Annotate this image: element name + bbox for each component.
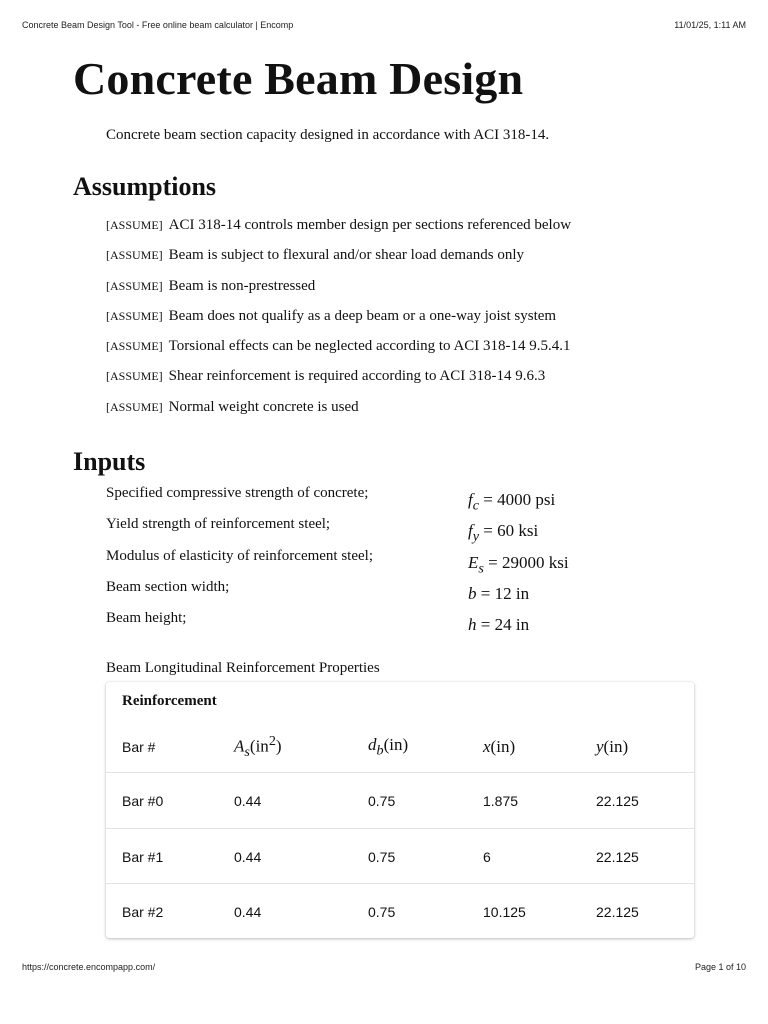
intro-text: Concrete beam section capacity designed in accordance with ACI 318-14. xyxy=(106,127,550,143)
table-row xyxy=(106,772,694,828)
cell-y: 22.125 xyxy=(596,903,639,920)
input-symbol: h xyxy=(468,615,477,635)
header-y: y(in) xyxy=(596,737,629,756)
print-footer xyxy=(22,962,746,972)
assumption-item xyxy=(106,276,571,306)
input-formula: $E_s = 29000$ ksi xyxy=(468,552,569,576)
table-title: Reinforcement xyxy=(122,693,217,709)
table-row xyxy=(106,883,694,939)
page-url[interactable]: https://concrete.encompapp.com/ xyxy=(22,962,156,972)
input-label: Specified compressive strength of concrete; xyxy=(106,485,369,501)
input-symbol: E xyxy=(468,552,479,572)
cell-y: 22.125 xyxy=(596,792,639,809)
table-row xyxy=(106,828,694,884)
assumption-text: ACI 318-14 controls member design per sections referenced below xyxy=(168,217,572,233)
assumptions-list xyxy=(106,215,571,427)
input-subscript: y xyxy=(472,528,480,545)
assumption-text: Beam is subject to flexural and/or shear load demands only xyxy=(168,247,524,264)
input-value: 60 xyxy=(497,521,515,541)
input-formula: $f_y = 60$ ksi xyxy=(468,521,539,545)
table-header-row xyxy=(106,722,694,772)
assumption-item xyxy=(106,306,571,336)
input-subscript: s xyxy=(478,559,484,576)
input-symbol: f xyxy=(468,521,473,541)
inputs-heading: Inputs xyxy=(73,447,146,476)
assumption-text: Torsional effects can be neglected according to ACI 318-14 9.5.4.1 xyxy=(168,338,571,355)
assumption-item xyxy=(106,215,571,245)
assumptions-heading: Assumptions xyxy=(73,172,217,201)
input-row xyxy=(106,579,626,610)
input-label: Beam section width; xyxy=(106,578,230,595)
assume-tag: [ASSUME] xyxy=(106,369,163,384)
input-unit: ksi xyxy=(518,521,539,541)
input-value: 29000 xyxy=(502,552,545,572)
cell-bar: Bar #1 xyxy=(122,848,164,865)
input-row xyxy=(106,610,626,641)
assumption-item xyxy=(106,336,571,366)
cell-area: 0.44 xyxy=(234,792,262,809)
input-unit: psi xyxy=(535,490,556,509)
input-value: 4000 xyxy=(497,490,532,509)
assume-tag: [ASSUME] xyxy=(106,339,163,354)
cell-x: 10.125 xyxy=(483,903,526,920)
input-row xyxy=(106,485,626,516)
assume-tag: [ASSUME] xyxy=(106,248,163,263)
print-header xyxy=(22,20,746,30)
cell-diameter: 0.75 xyxy=(368,903,396,920)
input-value: 12 xyxy=(494,583,512,603)
input-formula: b = 12 in xyxy=(468,583,530,603)
input-subscript: c xyxy=(472,497,480,514)
assume-tag: [ASSUME] xyxy=(106,218,163,232)
page-title: Concrete Beam Design xyxy=(73,53,524,104)
assumption-item xyxy=(106,397,571,427)
input-unit: in xyxy=(515,583,530,603)
tab-title: Concrete Beam Design Tool - Free online beam calculator | Encomp xyxy=(22,20,294,30)
header-x: x(in) xyxy=(483,737,516,756)
input-unit: in xyxy=(515,615,530,635)
header-area: $A_s(in^2)$ xyxy=(234,732,282,761)
cell-bar: Bar #0 xyxy=(122,792,164,809)
input-row xyxy=(106,516,626,547)
cell-bar: Bar #2 xyxy=(122,903,164,920)
reinforcement-table xyxy=(106,682,694,938)
input-symbol: b xyxy=(468,583,477,603)
page-number: Page 1 of 10 xyxy=(694,962,746,972)
cell-x: 1.875 xyxy=(483,792,519,809)
assume-tag: [ASSUME] xyxy=(106,278,163,293)
input-formula: $f_c = 4000$ psi xyxy=(468,490,556,514)
cell-diameter: 0.75 xyxy=(368,848,396,865)
input-formula: h = 24 in xyxy=(468,615,530,635)
input-unit: ksi xyxy=(548,552,569,572)
cell-area: 0.44 xyxy=(234,848,262,865)
print-datetime: 11/01/25, 1:11 AM xyxy=(674,20,746,30)
header-bar: Bar # xyxy=(122,739,156,755)
assumption-text: Beam does not qualify as a deep beam or a one-way joist system xyxy=(168,307,557,324)
assumption-text: Normal weight concrete is used xyxy=(168,398,359,415)
assumption-item xyxy=(106,245,571,275)
assumption-text: Shear reinforcement is required according to ACI 318-14 9.6.3 xyxy=(168,368,546,385)
inputs-list xyxy=(106,485,626,641)
header-diameter: $d_b(in)$ xyxy=(368,734,409,759)
input-label: Yield strength of reinforcement steel; xyxy=(106,516,331,533)
input-row xyxy=(106,548,626,579)
assume-tag: [ASSUME] xyxy=(106,308,163,323)
cell-area: 0.44 xyxy=(234,903,262,920)
input-label: Beam height; xyxy=(106,610,187,627)
assume-tag: [ASSUME] xyxy=(106,399,163,414)
cell-y: 22.125 xyxy=(596,848,639,865)
table-caption: Beam Longitudinal Reinforcement Properties xyxy=(106,660,380,676)
input-symbol: f xyxy=(468,490,473,509)
assumption-item xyxy=(106,366,571,396)
input-label: Modulus of elasticity of reinforcement steel; xyxy=(106,547,374,564)
cell-diameter: 0.75 xyxy=(368,792,396,809)
cell-x: 6 xyxy=(483,848,491,865)
assumption-text: Beam is non-prestressed xyxy=(168,277,316,294)
input-value: 24 xyxy=(494,615,512,635)
